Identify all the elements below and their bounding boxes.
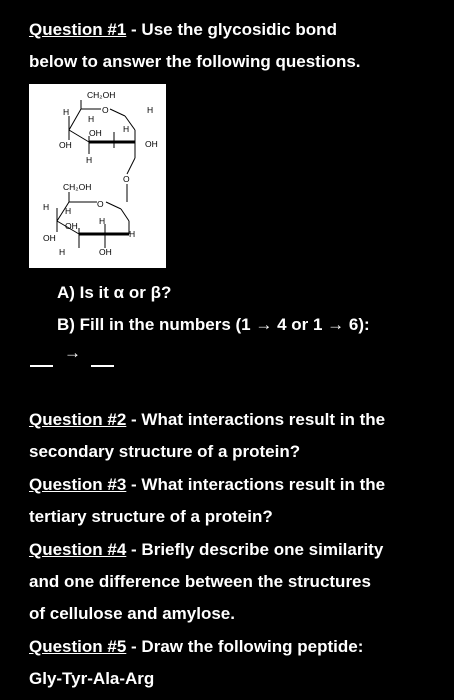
- top-ring-back-right-bond: [110, 109, 125, 116]
- question-2-heading: [29, 410, 385, 430]
- question-1-text-line2: below to answer the following questions.: [29, 52, 361, 71]
- bottom-h-left-label: H: [43, 202, 50, 212]
- top-h-right-label: H: [147, 105, 154, 115]
- bottom-h-upper-label: H: [65, 206, 72, 216]
- question-5-text-line2: Gly-Tyr-Ala-Arg: [29, 669, 155, 688]
- top-h-mid-label: H: [123, 124, 130, 134]
- question-4-heading: [29, 540, 383, 560]
- bottom-ring-oxygen-label: O: [97, 199, 104, 209]
- question-5-heading: [29, 637, 363, 657]
- question-3-heading: [29, 475, 385, 495]
- bottom-h-bottom-label: H: [59, 247, 66, 257]
- question-3-label: Question #3: [29, 475, 127, 494]
- answer-blank-left[interactable]: [30, 365, 53, 367]
- question-5-text: - Draw the following peptide:: [126, 637, 364, 656]
- question-1-part-a: A) Is it α or β?: [57, 283, 172, 302]
- question-4-text: - Briefly describe one similarity: [126, 540, 384, 559]
- top-h-upper-label: H: [88, 114, 95, 124]
- top-oh-right-label: OH: [145, 139, 158, 149]
- bottom-ring-right-bond: [121, 209, 129, 221]
- bottom-ch2oh-label: CH₂OH: [63, 182, 92, 192]
- question-2-label: Question #2: [29, 410, 127, 429]
- top-h-left-label: H: [63, 107, 70, 117]
- glycosidic-oxygen-label: O: [123, 174, 130, 184]
- bottom-oh-left-label: OH: [43, 233, 56, 243]
- question-3-text: - What interactions result in the: [126, 475, 386, 494]
- answer-blank-right[interactable]: [91, 365, 114, 367]
- top-ch2oh-label: CH₂OH: [87, 90, 116, 100]
- top-ring-oxygen-label: O: [102, 105, 109, 115]
- question-4-text-line3: of cellulose and amylose.: [29, 604, 235, 623]
- question-4-text-line2: and one difference between the structures: [29, 572, 371, 591]
- question-3-text-line2: tertiary structure of a protein?: [29, 507, 273, 526]
- question-1-heading: [29, 20, 337, 40]
- question-4-label: Question #4: [29, 540, 127, 559]
- question-1-label: Question #1: [29, 20, 127, 39]
- top-ring-front-left-bond: [69, 130, 89, 142]
- glycosidic-bond-diagram: [29, 84, 166, 268]
- bottom-h-right-label: H: [129, 229, 136, 239]
- bottom-ring-back-right-bond: [106, 202, 121, 209]
- glycosidic-link-upper: [127, 158, 135, 174]
- disaccharide-structure-image: [29, 84, 166, 268]
- top-oh-left-label: OH: [59, 140, 72, 150]
- question-1-part-b: B) Fill in the numbers (1 → 4 or 1 → 6):: [57, 315, 370, 334]
- bottom-h-mid-label: H: [99, 216, 106, 226]
- top-h-bottom-label: H: [86, 155, 93, 165]
- top-ring-left-bond: [69, 109, 81, 130]
- question-1-text: - Use the glycosidic bond: [126, 20, 337, 39]
- question-2-text: - What interactions result in the: [126, 410, 386, 429]
- question-2-text-line2: secondary structure of a protein?: [29, 442, 301, 461]
- answer-arrow: →: [64, 343, 81, 362]
- bottom-oh-mid-label: OH: [65, 221, 78, 231]
- question-5-label: Question #5: [29, 637, 127, 656]
- top-oh-mid-label: OH: [89, 128, 102, 138]
- bottom-oh-bottom-label: OH: [99, 247, 112, 257]
